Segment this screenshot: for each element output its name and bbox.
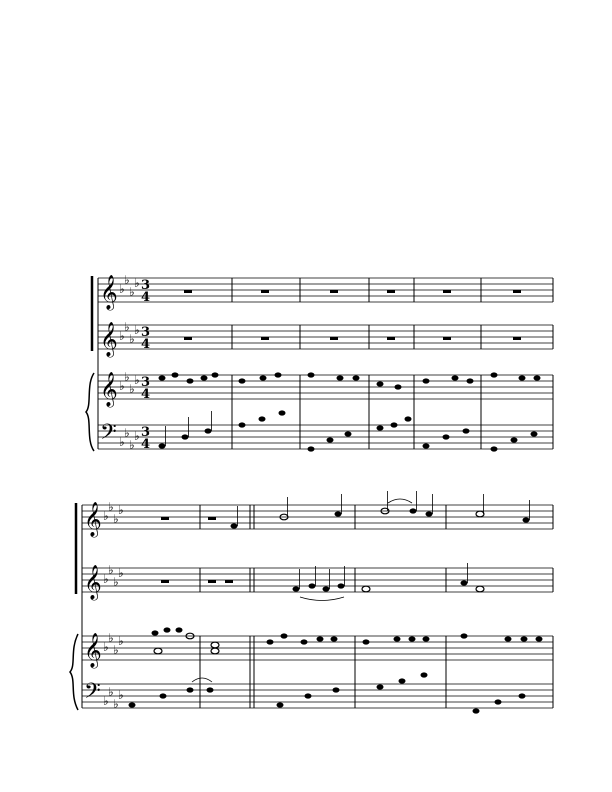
svg-text:4: 4 bbox=[141, 387, 151, 402]
svg-text:♭: ♭ bbox=[124, 370, 130, 384]
svg-text:♭: ♭ bbox=[129, 285, 135, 299]
svg-text:4: 4 bbox=[141, 437, 151, 452]
ties bbox=[192, 499, 412, 682]
svg-text:♭: ♭ bbox=[129, 332, 135, 346]
svg-text:♭: ♭ bbox=[124, 426, 130, 440]
piano-brace-1 bbox=[86, 373, 94, 451]
svg-text:3: 3 bbox=[141, 375, 151, 390]
svg-text:♭: ♭ bbox=[103, 694, 109, 708]
svg-text:♭: ♭ bbox=[129, 382, 135, 396]
svg-text:♭: ♭ bbox=[134, 373, 140, 387]
svg-text:♭: ♭ bbox=[134, 429, 140, 443]
svg-text:♭: ♭ bbox=[129, 438, 135, 452]
svg-text:♭: ♭ bbox=[113, 697, 119, 711]
svg-text:♭: ♭ bbox=[118, 688, 124, 702]
svg-text:♭: ♭ bbox=[118, 634, 124, 648]
svg-text:3: 3 bbox=[141, 278, 151, 293]
svg-text:♭: ♭ bbox=[118, 566, 124, 580]
svg-text:♭: ♭ bbox=[103, 509, 109, 523]
svg-text:♭: ♭ bbox=[108, 500, 114, 514]
svg-text:♭: ♭ bbox=[108, 685, 114, 699]
piano-notes-2 bbox=[152, 627, 543, 653]
svg-text:♭: ♭ bbox=[103, 640, 109, 654]
svg-text:♭: ♭ bbox=[119, 379, 125, 393]
svg-text:♭: ♭ bbox=[124, 273, 130, 287]
svg-text:♭: ♭ bbox=[113, 575, 119, 589]
alto-staff-1 bbox=[98, 325, 553, 349]
svg-text:3: 3 bbox=[141, 425, 151, 440]
whole-rests bbox=[161, 290, 521, 583]
svg-text:♭: ♭ bbox=[108, 563, 114, 577]
svg-text:♭: ♭ bbox=[119, 329, 125, 343]
svg-text:♭: ♭ bbox=[124, 320, 130, 334]
treble-clef-icon: 𝄞 bbox=[100, 322, 118, 357]
piano-bass-staff-1 bbox=[98, 425, 553, 449]
treble-clef-icon: 𝄞 bbox=[84, 565, 102, 600]
treble-clef-icon: 𝄞 bbox=[100, 275, 118, 310]
svg-text:3: 3 bbox=[141, 325, 151, 340]
svg-text:♭: ♭ bbox=[134, 323, 140, 337]
piano-bass-staff-2 bbox=[82, 684, 553, 708]
piano-brace-2 bbox=[70, 634, 78, 710]
svg-text:♭: ♭ bbox=[134, 276, 140, 290]
piano-bass-notes-2 bbox=[129, 672, 526, 713]
svg-text:♭: ♭ bbox=[113, 512, 119, 526]
treble-clef-icon: 𝄞 bbox=[84, 633, 102, 668]
svg-text:♭: ♭ bbox=[119, 435, 125, 449]
svg-text:♭: ♭ bbox=[113, 643, 119, 657]
svg-text:♭: ♭ bbox=[103, 572, 109, 586]
svg-text:♭: ♭ bbox=[119, 282, 125, 296]
svg-text:♭: ♭ bbox=[118, 503, 124, 517]
svg-text:4: 4 bbox=[141, 337, 151, 352]
treble-clef-icon: 𝄞 bbox=[84, 502, 102, 537]
piano-treble-staff-1 bbox=[98, 375, 553, 399]
soprano-staff-1 bbox=[98, 278, 553, 302]
svg-text:4: 4 bbox=[141, 290, 151, 305]
note-stems bbox=[166, 411, 530, 589]
alto-staff-2 bbox=[82, 568, 553, 592]
time-signature-icons bbox=[141, 278, 150, 452]
treble-clef-icon: 𝄞 bbox=[100, 372, 118, 407]
svg-text:♭: ♭ bbox=[108, 631, 114, 645]
bass-clef-icon: 𝄢 bbox=[100, 420, 117, 450]
bass-clef-icon: 𝄢 bbox=[84, 679, 101, 709]
barlines-1 bbox=[98, 278, 553, 449]
barlines-2 bbox=[82, 505, 553, 708]
